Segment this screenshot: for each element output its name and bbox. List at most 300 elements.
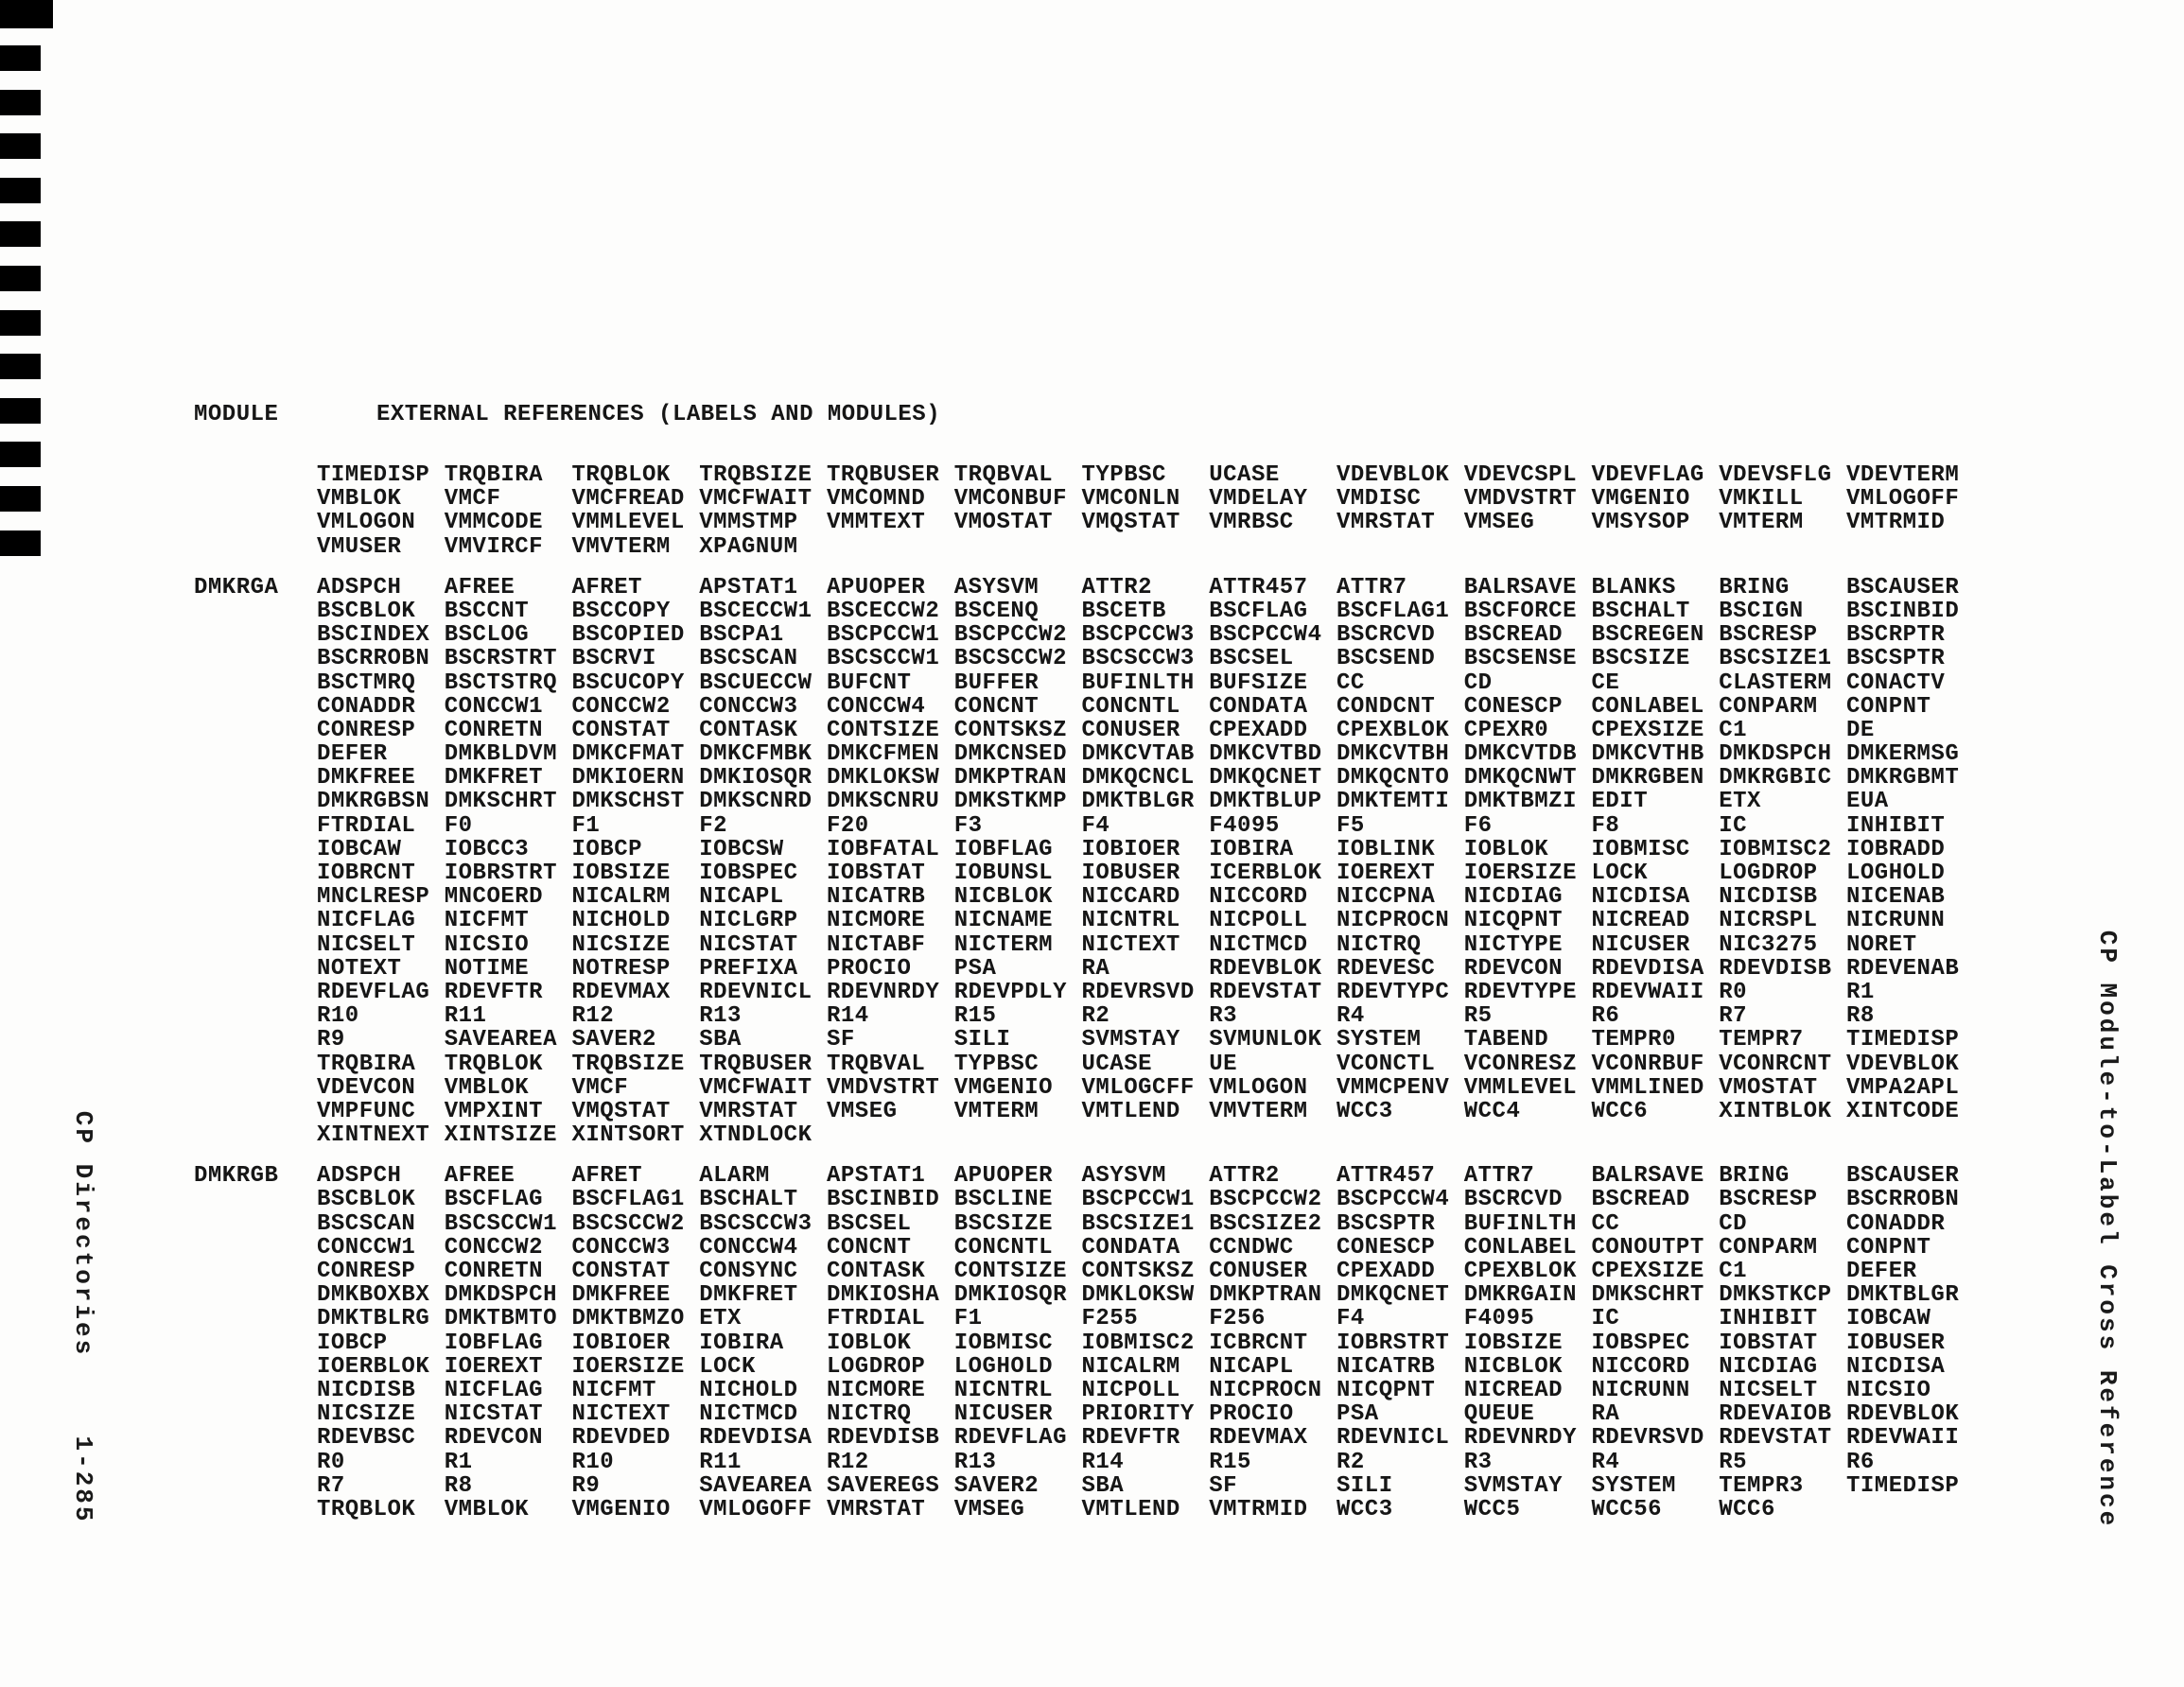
reference-label: CONPNT — [1846, 1234, 1931, 1261]
reference-label: BSCSCCW2 — [953, 646, 1067, 672]
reference-label: CONDATA — [1209, 693, 1308, 720]
table-row — [194, 695, 1974, 719]
reference-label: F1 — [571, 812, 601, 839]
reference-label: BRING — [1719, 1163, 1790, 1190]
reference-label: BSCPCCW4 — [1337, 1187, 1450, 1213]
reference-label: DMKCVTDB — [1463, 741, 1577, 768]
reference-label: BSCFORCE — [1463, 598, 1577, 624]
reference-label: ATTR457 — [1209, 574, 1308, 600]
reference-label: R0 — [1719, 979, 1748, 1005]
reference-label: WCC5 — [1463, 1496, 1521, 1522]
reference-label: DEFER — [1846, 1259, 1917, 1284]
reference-label: IOBRSTRT — [444, 861, 557, 886]
reference-label: ALARM — [699, 1163, 770, 1190]
reference-label: DMKCVTHB — [1591, 741, 1704, 768]
reference-label: R2 — [1337, 1449, 1365, 1475]
reference-label: VMPXINT — [444, 1098, 544, 1124]
table-row — [194, 838, 1974, 861]
reference-label: R4 — [1337, 1003, 1365, 1030]
registration-mark — [0, 45, 41, 71]
reference-label: CONSTAT — [571, 717, 671, 743]
registration-mark — [0, 266, 41, 291]
reference-label: DMKTEMTI — [1337, 789, 1450, 815]
reference-label: VMCFWAIT — [699, 1074, 812, 1101]
reference-label: BSCSIZE — [953, 1210, 1054, 1237]
reference-label: UE — [1209, 1051, 1238, 1077]
reference-label: NICLGRP — [699, 908, 798, 934]
reference-label: CONCCW4 — [827, 693, 926, 720]
reference-label: DMKERMSG — [1846, 741, 1960, 768]
table-row — [194, 814, 1974, 838]
reference-label: VMMLINED — [1591, 1074, 1704, 1101]
table-row — [194, 463, 1974, 487]
reference-label: VMBLOK — [317, 486, 402, 513]
reference-label: BSCPCCW4 — [1209, 622, 1322, 649]
reference-label: DMKCVTBD — [1209, 741, 1322, 768]
reference-label: R5 — [1719, 1449, 1748, 1475]
registration-mark — [0, 310, 41, 336]
table-row — [194, 719, 1974, 742]
reference-label: ASYSVM — [953, 574, 1040, 600]
reference-label: IOBRSTRT — [1337, 1330, 1450, 1356]
reference-label: CCNDWC — [1209, 1234, 1294, 1261]
reference-label: BRING — [1719, 574, 1790, 600]
reference-label: DMKIOSQR — [699, 765, 812, 791]
reference-label: NICSELT — [317, 931, 416, 958]
reference-label: NICQPNT — [1463, 908, 1564, 934]
reference-label: CPEXR0 — [1463, 717, 1549, 743]
reference-label: F2 — [699, 812, 728, 839]
reference-label: VMPA2APL — [1846, 1074, 1960, 1101]
reference-label: IOBMISC — [953, 1330, 1054, 1356]
reference-label: IOBCP — [317, 1330, 388, 1356]
reference-label: DMKIOSQR — [953, 1282, 1067, 1309]
reference-label: BSCSIZE1 — [1081, 1210, 1195, 1237]
reference-label: CONDATA — [1081, 1234, 1180, 1261]
reference-label: ADSPCH — [317, 574, 402, 600]
reference-label: CONRETN — [444, 1259, 544, 1284]
reference-label: VMMLEVEL — [1463, 1074, 1577, 1101]
reference-label: VMVTERM — [571, 533, 671, 560]
reference-label: NICAPL — [1209, 1353, 1294, 1380]
module-column-heading: MODULE — [194, 402, 279, 427]
reference-label: NICREAD — [1591, 908, 1690, 934]
reference-label: PREFIXA — [699, 955, 798, 982]
reference-label: ASYSVM — [1081, 1163, 1166, 1190]
reference-label: R7 — [317, 1472, 345, 1499]
reference-label: PROCIO — [827, 955, 912, 982]
reference-label: NICSIZE — [317, 1401, 416, 1428]
reference-label: BSCSCCW1 — [827, 646, 940, 672]
reference-label: ADSPCH — [317, 1163, 402, 1190]
reference-label: ATTR2 — [1209, 1163, 1280, 1190]
reference-label: NICSELT — [1719, 1377, 1818, 1403]
reference-label: XINTSORT — [571, 1122, 685, 1149]
reference-label: RDEVCON — [1463, 955, 1564, 982]
reference-label: VMRSTAT — [1337, 510, 1436, 536]
reference-label: DMKQCNTO — [1337, 765, 1450, 791]
reference-label: RDEVSTAT — [1719, 1425, 1832, 1452]
reference-label: R12 — [571, 1003, 615, 1030]
table-row — [194, 671, 1974, 695]
reference-label: DMKSCHRT — [1591, 1282, 1704, 1309]
reference-label: WCC56 — [1591, 1496, 1663, 1522]
reference-label: RDEVMAX — [571, 979, 671, 1005]
reference-label: VMLOGON — [317, 510, 416, 536]
reference-label: IOBLINK — [1337, 836, 1436, 862]
table-row — [194, 1123, 1974, 1147]
reference-label: AFRET — [571, 1163, 643, 1190]
reference-label: VDEVCON — [317, 1074, 416, 1101]
reference-label: R8 — [444, 1472, 473, 1499]
reference-label: RDEVNICL — [1337, 1425, 1450, 1452]
reference-label: CPEXSIZE — [1591, 717, 1704, 743]
reference-label: DMKTBLGR — [1846, 1282, 1960, 1309]
reference-label: VMQSTAT — [1081, 510, 1180, 536]
reference-label: VMTLEND — [1081, 1098, 1180, 1124]
reference-label: DMKQCNCL — [1081, 765, 1195, 791]
reference-label: APSTAT1 — [699, 574, 798, 600]
reference-label: CONCCW3 — [699, 693, 798, 720]
reference-label: DMKQCNET — [1209, 765, 1322, 791]
module-block — [194, 1164, 1974, 1522]
registration-mark — [0, 530, 41, 556]
reference-label: DMKQCNET — [1337, 1282, 1450, 1309]
reference-label: VMMSTMP — [699, 510, 798, 536]
reference-label: IOERSIZE — [1463, 861, 1577, 886]
reference-label: IOERSIZE — [571, 1353, 685, 1380]
reference-label: NICDIAG — [1463, 884, 1564, 911]
reference-label: CONRESP — [317, 717, 416, 743]
reference-label: CONPARM — [1719, 1234, 1818, 1261]
reference-label: VMLOGOFF — [1846, 486, 1960, 513]
reference-label: BSCFLAG1 — [1337, 598, 1450, 624]
reference-label: CE — [1591, 670, 1620, 696]
reference-label: BSCRPTR — [1846, 622, 1946, 649]
reference-label: NICRUNN — [1591, 1377, 1690, 1403]
reference-label: RDEVENAB — [1846, 955, 1960, 982]
reference-label: BSCPCCW2 — [1209, 1187, 1322, 1213]
table-row — [194, 647, 1974, 670]
reference-label: RDEVRSVD — [1591, 1425, 1704, 1452]
registration-mark — [0, 221, 41, 247]
registration-mark — [0, 398, 41, 424]
table-row — [194, 1236, 1974, 1260]
reference-label: F5 — [1337, 812, 1365, 839]
reference-label: NICSTAT — [699, 931, 798, 958]
reference-label: RDEVWAII — [1846, 1425, 1960, 1452]
reference-label: DMKDSPCH — [444, 1282, 557, 1309]
reference-label: SVMUNLOK — [1209, 1027, 1322, 1053]
reference-label: DMKRGAIN — [1463, 1282, 1577, 1309]
reference-label: IOBSTAT — [1719, 1330, 1818, 1356]
reference-label: SAVEREGS — [827, 1472, 940, 1499]
reference-label: RDEVCON — [444, 1425, 544, 1452]
registration-mark — [0, 442, 41, 467]
reference-label: DMKDSPCH — [1719, 741, 1832, 768]
reference-label: VMRSTAT — [699, 1098, 798, 1124]
reference-label: SYSTEM — [1337, 1027, 1422, 1053]
reference-label: CONLABEL — [1463, 1234, 1577, 1261]
reference-label: TABEND — [1463, 1027, 1549, 1053]
reference-label: VMTRMID — [1846, 510, 1946, 536]
reference-label: VMQSTAT — [571, 1098, 671, 1124]
reference-label: SAVER2 — [571, 1027, 656, 1053]
reference-label: NICDIAG — [1719, 1353, 1818, 1380]
reference-label: CONCNTL — [953, 1234, 1054, 1261]
reference-label: BSCINBID — [827, 1187, 940, 1213]
reference-label: CONESCP — [1337, 1234, 1436, 1261]
reference-label: IOBMISC2 — [1719, 836, 1832, 862]
reference-label: RDEVTYPC — [1337, 979, 1450, 1005]
reference-label: NOTRESP — [571, 955, 671, 982]
reference-label: R1 — [444, 1449, 473, 1475]
reference-label: TRQBIRA — [317, 1051, 416, 1077]
reference-label: RDEVDISA — [699, 1425, 812, 1452]
reference-label: R2 — [1081, 1003, 1110, 1030]
reference-label: VMCF — [444, 486, 501, 513]
reference-label: NICAPL — [699, 884, 784, 911]
reference-label: TRQBVAL — [953, 462, 1054, 488]
reference-label: IOBCP — [571, 836, 643, 862]
reference-label: CLASTERM — [1719, 670, 1832, 696]
reference-label: NICHOLD — [571, 908, 671, 934]
reference-label: NICBLOK — [1463, 1353, 1564, 1380]
reference-label: BSCTSTRQ — [444, 670, 557, 696]
reference-label: CONTASK — [827, 1259, 926, 1284]
reference-label: LOGHOLD — [1846, 861, 1946, 886]
reference-label: NORET — [1846, 931, 1917, 958]
table-row — [194, 885, 1974, 909]
reference-label: DMKRGBEN — [1591, 765, 1704, 791]
module-name: DMKRGB — [194, 1163, 279, 1190]
reference-label: VMMTEXT — [827, 510, 926, 536]
table-row — [194, 1426, 1974, 1450]
reference-label: DMKFREE — [317, 765, 416, 791]
reference-label: SF — [827, 1027, 855, 1053]
table-row — [194, 1402, 1974, 1426]
reference-label: VMVIRCF — [444, 533, 544, 560]
reference-label: R6 — [1846, 1449, 1875, 1475]
reference-label: IOBCSW — [699, 836, 784, 862]
reference-label: R1 — [1846, 979, 1875, 1005]
reference-label: RDEVNRDY — [1463, 1425, 1577, 1452]
reference-label: BSCUCOPY — [571, 670, 685, 696]
reference-label: RDEVFLAG — [317, 979, 430, 1005]
reference-label: CPEXADD — [1337, 1259, 1436, 1284]
reference-label: WCC6 — [1591, 1098, 1649, 1124]
reference-label: IOBSIZE — [1463, 1330, 1564, 1356]
reference-label: VMCONBUF — [953, 486, 1067, 513]
reference-label: NICCPNA — [1337, 884, 1436, 911]
reference-label: ICERBLOK — [1209, 861, 1322, 886]
reference-label: R9 — [571, 1472, 601, 1499]
reference-label: INHIBIT — [1846, 812, 1946, 839]
registration-mark — [0, 133, 41, 159]
reference-label: LOCK — [1591, 861, 1649, 886]
reference-label: NIC3275 — [1719, 931, 1818, 958]
reference-label: PSA — [1337, 1401, 1379, 1428]
reference-label: NICALRM — [1081, 1353, 1180, 1380]
reference-label: IOBUNSL — [953, 861, 1054, 886]
reference-label: DMKSCNRD — [699, 789, 812, 815]
reference-label: DMKTBMZO — [571, 1306, 685, 1332]
reference-label: BUFINLTH — [1081, 670, 1195, 696]
reference-label: EUA — [1846, 789, 1889, 815]
reference-label: VDEVSFLG — [1719, 462, 1832, 488]
reference-label: TRQBLOK — [444, 1051, 544, 1077]
table-row — [194, 1212, 1974, 1236]
table-row — [194, 1260, 1974, 1283]
reference-label: APUOPER — [953, 1163, 1054, 1190]
reference-label: NICDISA — [1591, 884, 1690, 911]
reference-label: RDEVMAX — [1209, 1425, 1308, 1452]
reference-label: NOTIME — [444, 955, 530, 982]
reference-label: IOBIRA — [1209, 836, 1294, 862]
reference-label: CONOUTPT — [1591, 1234, 1704, 1261]
reference-label: CONCCW2 — [571, 693, 671, 720]
reference-label: VMUSER — [317, 533, 402, 560]
reference-label: IOBSTAT — [827, 861, 926, 886]
reference-label: XINTNEXT — [317, 1122, 430, 1149]
reference-label: WCC3 — [1337, 1496, 1393, 1522]
reference-label: DMKCFMEN — [827, 741, 940, 768]
reference-label: NICRUNN — [1846, 908, 1946, 934]
reference-label: RDEVFTR — [1081, 1425, 1180, 1452]
table-row — [194, 511, 1974, 534]
reference-label: NICCORD — [1591, 1353, 1690, 1380]
reference-label: DMKSCHRT — [444, 789, 557, 815]
reference-label: NICFLAG — [444, 1377, 544, 1403]
reference-label: BSCHALT — [1591, 598, 1690, 624]
reference-label: NICALRM — [571, 884, 671, 911]
reference-label: VMCFREAD — [571, 486, 685, 513]
reference-label: CPEXADD — [1209, 717, 1308, 743]
reference-label: IOBFATAL — [827, 836, 940, 862]
reference-label: NICDISB — [317, 1377, 416, 1403]
reference-label: CONCCW4 — [699, 1234, 798, 1261]
reference-label: BSCRCVD — [1463, 1187, 1564, 1213]
reference-label: IOEREXT — [1337, 861, 1436, 886]
right-margin-chapter-title: CP Module-to-Label Cross Reference — [2093, 930, 2122, 1529]
reference-label: NICPROCN — [1209, 1377, 1322, 1403]
reference-label: NICTERM — [953, 931, 1054, 958]
reference-label: VMRBSC — [1209, 510, 1294, 536]
reference-label: TRQBSIZE — [699, 462, 812, 488]
reference-label: PRIORITY — [1081, 1401, 1195, 1428]
table-row — [194, 1052, 1974, 1076]
reference-label: BSCRSTRT — [444, 646, 557, 672]
reference-label: SBA — [1081, 1472, 1125, 1499]
reference-label: VMDISC — [1337, 486, 1422, 513]
reference-label: DMKLOKSW — [827, 765, 940, 791]
reference-label: RDEVRSVD — [1081, 979, 1195, 1005]
registration-mark — [0, 486, 41, 512]
reference-label: BLANKS — [1591, 574, 1676, 600]
reference-label: NICSIO — [1846, 1377, 1931, 1403]
reference-label: RDEVDISB — [827, 1425, 940, 1452]
registration-mark — [0, 90, 41, 115]
reference-label: BSCSCAN — [699, 646, 798, 672]
reference-label: BSCFLAG1 — [571, 1187, 685, 1213]
reference-label: SVMSTAY — [1081, 1027, 1180, 1053]
reference-label: BSCSCCW1 — [444, 1210, 557, 1237]
reference-label: BSCSEND — [1337, 646, 1436, 672]
reference-label: ETX — [1719, 789, 1761, 815]
reference-label: DMKCVTAB — [1081, 741, 1195, 768]
reference-label: DMKSCNRU — [827, 789, 940, 815]
reference-label: CONLABEL — [1591, 693, 1704, 720]
reference-label: NICMORE — [827, 1377, 926, 1403]
module-block — [194, 576, 1974, 1148]
reference-label: VMTLEND — [1081, 1496, 1180, 1522]
reference-label: CC — [1591, 1210, 1620, 1237]
reference-label: XPAGNUM — [699, 533, 798, 560]
reference-label: VMMCODE — [444, 510, 544, 536]
reference-label: NICATRB — [827, 884, 926, 911]
reference-label: VMVTERM — [1209, 1098, 1308, 1124]
reference-label: BSCSCCW3 — [699, 1210, 812, 1237]
references-column-heading: EXTERNAL REFERENCES (LABELS AND MODULES) — [376, 402, 941, 427]
reference-label: DMKIOSHA — [827, 1282, 940, 1309]
reference-label: BSCSPTR — [1846, 646, 1946, 672]
reference-label: BSCOPIED — [571, 622, 685, 649]
reference-label: NICTABF — [827, 931, 926, 958]
table-row — [194, 600, 1974, 623]
table-row — [194, 1379, 1974, 1402]
table-row — [194, 535, 1974, 559]
reference-label: RDEVNICL — [699, 979, 812, 1005]
reference-label: BSCSEL — [1209, 646, 1294, 672]
reference-label: SAVEAREA — [444, 1027, 557, 1053]
reference-label: CONCNTL — [1081, 693, 1180, 720]
reference-label: IOBUSER — [1081, 861, 1180, 886]
reference-label: IOBUSER — [1846, 1330, 1946, 1356]
reference-label: DMKCVTBH — [1337, 741, 1450, 768]
reference-label: CONTSIZE — [953, 1259, 1067, 1284]
reference-label: R3 — [1209, 1003, 1238, 1030]
reference-label: NICTRQ — [1337, 931, 1422, 958]
reference-label: VMLOGCFF — [1081, 1074, 1195, 1101]
reference-label: IC — [1591, 1306, 1620, 1332]
reference-label: IOERBLOK — [317, 1353, 430, 1380]
reference-label: ATTR2 — [1081, 574, 1153, 600]
table-header — [194, 402, 940, 427]
table-row — [194, 1474, 1974, 1498]
reference-label: BSCAUSER — [1846, 1163, 1960, 1190]
reference-label: ATTR457 — [1337, 1163, 1436, 1190]
reference-label: VMKILL — [1719, 486, 1804, 513]
reference-label: R4 — [1591, 1449, 1620, 1475]
reference-label: RA — [1081, 955, 1110, 982]
reference-label: IOBIRA — [699, 1330, 784, 1356]
reference-label: BSCBLOK — [317, 1187, 416, 1213]
reference-label: MNCLRESP — [317, 884, 430, 911]
reference-label: BSCSPTR — [1337, 1210, 1436, 1237]
reference-label: DMKCNSED — [953, 741, 1067, 768]
reference-label: TEMPR7 — [1719, 1027, 1804, 1053]
reference-label: VMGENIO — [571, 1496, 671, 1522]
reference-label: VDEVBLOK — [1337, 462, 1450, 488]
reference-label: IOBSPEC — [699, 861, 798, 886]
reference-label: BSCCNT — [444, 598, 530, 624]
reference-label: BSCFLAG — [444, 1187, 544, 1213]
reference-label: MNCOERD — [444, 884, 544, 911]
reference-label: DMKTBLGR — [1081, 789, 1195, 815]
reference-label: BSCCOPY — [571, 598, 671, 624]
reference-label: NICPOLL — [1081, 1377, 1180, 1403]
reference-label: CPEXBLOK — [1337, 717, 1450, 743]
